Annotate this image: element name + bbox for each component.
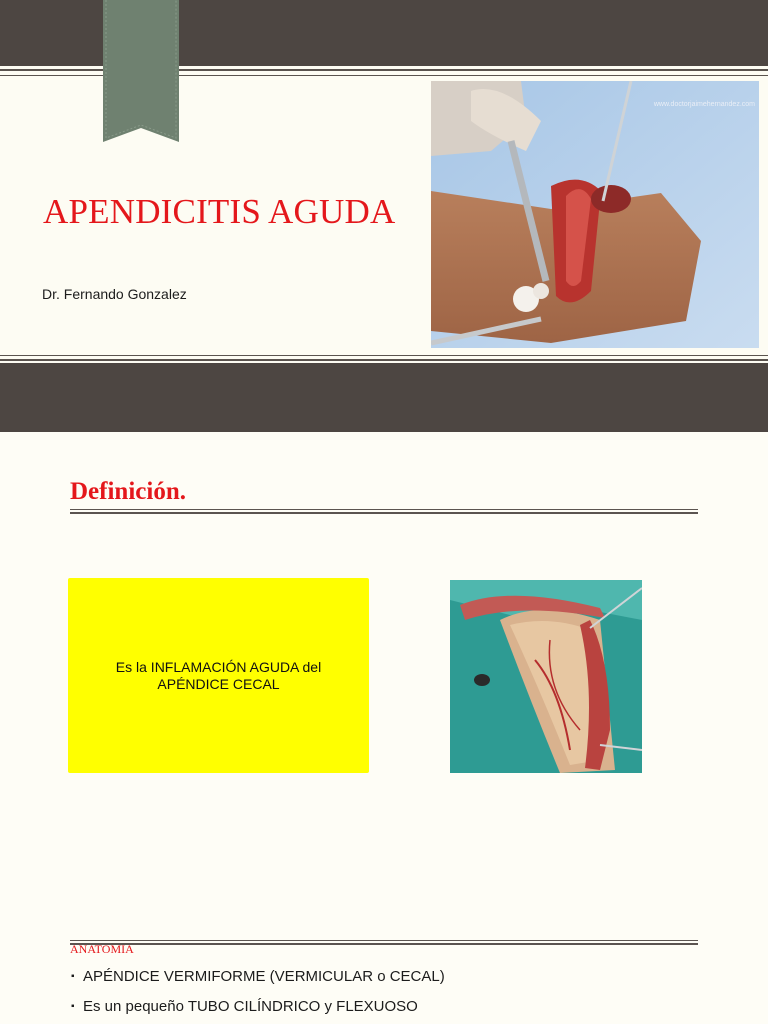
- heading-divider: [70, 509, 698, 514]
- appendix-photo: [450, 580, 642, 773]
- definition-heading: Definición.: [70, 478, 186, 505]
- bottom-band: [0, 363, 768, 432]
- bookmark-ribbon: [103, 0, 179, 142]
- photo-watermark: www.doctorjaimehernandez.com: [653, 101, 755, 108]
- anatomy-divider: [70, 940, 698, 945]
- content-slide: [0, 432, 768, 1024]
- bullet-icon: ▪: [71, 971, 75, 982]
- bullet-text: APÉNDICE VERMIFORME (VERMICULAR o CECAL): [83, 968, 445, 985]
- definition-text: Es la INFLAMACIÓN AGUDA del APÉNDICE CECAL: [115, 658, 322, 692]
- presentation-title: APENDICITIS AGUDA: [43, 192, 396, 231]
- definition-box: [68, 578, 369, 773]
- anatomy-label: ANATOMIA: [70, 942, 134, 956]
- bullet-item: [71, 998, 418, 1015]
- title-slide: [0, 0, 768, 432]
- surgery-photo: [431, 81, 759, 348]
- author-name: Dr. Fernando Gonzalez: [42, 286, 187, 302]
- bullet-icon: ▪: [71, 1001, 75, 1012]
- bottom-rule: [0, 359, 768, 361]
- bullet-item: [71, 968, 445, 985]
- bottom-rule-thin: [0, 355, 768, 356]
- bullet-text: Es un pequeño TUBO CILÍNDRICO y FLEXUOSO: [83, 998, 418, 1015]
